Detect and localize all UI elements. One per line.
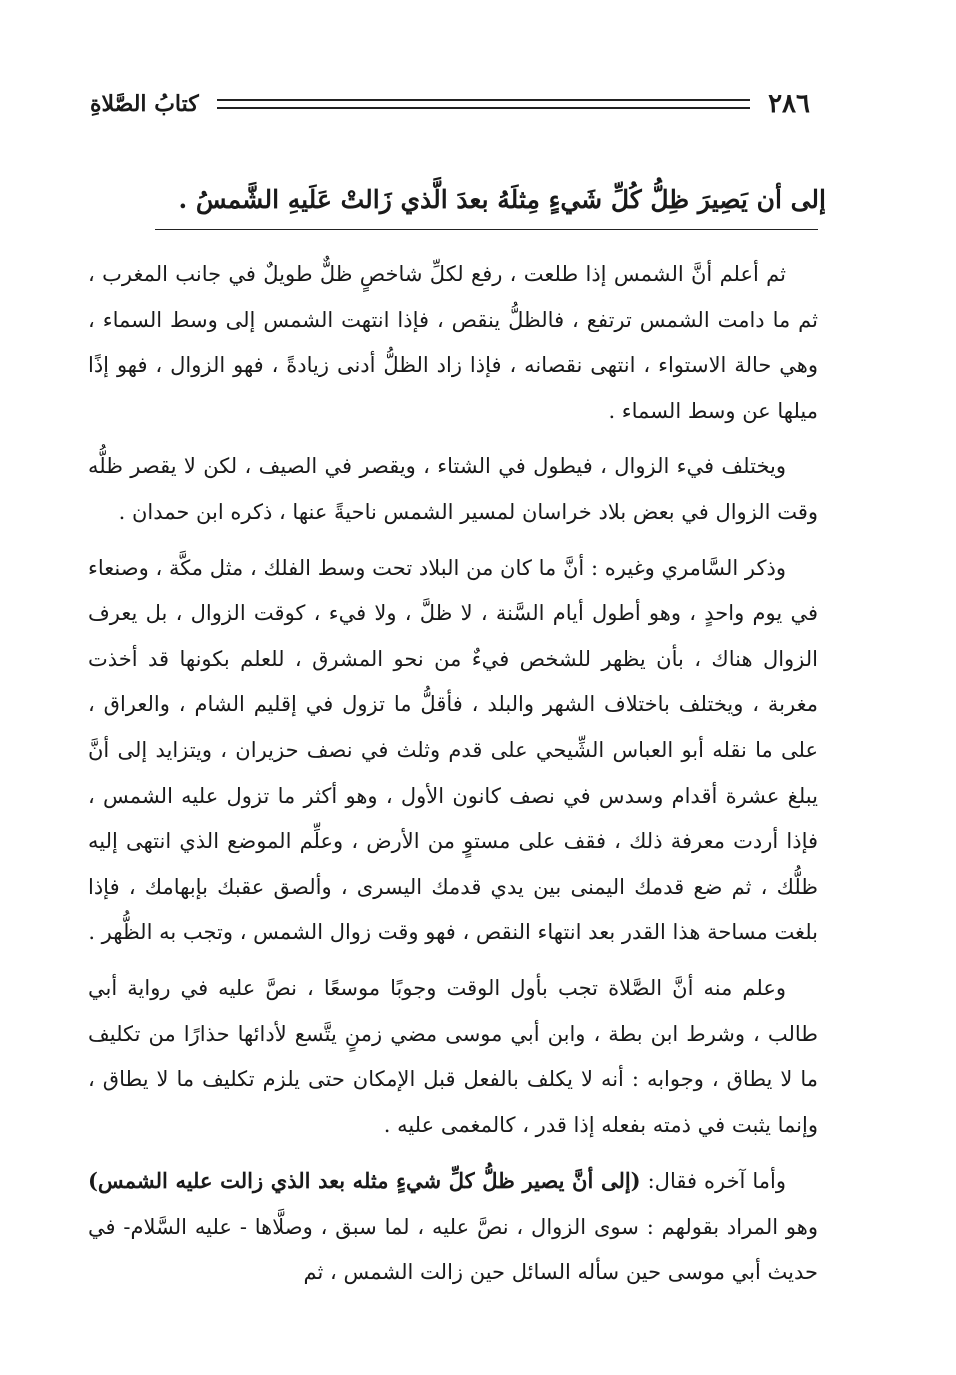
paragraph: ويختلف فيء الزوال ، فيطول في الشتاء ، ويقصر في الصيف ، لكن لا يقصر ظلُّه وقت الزوال في بعض بلاد خراسان لمسير الشمس ناحيةً عنها ، ذكره ابن حمدان .	[88, 454, 818, 524]
paragraph-last	[88, 1158, 818, 1296]
paragraph: وعلم منه أنَّ الصَّلاة تجب بأول الوقت وجوبًا موسعًا ، نصَّ عليه في رواية أبي طالب ، وشرط ابن بطة ، وابن أبي موسى مضي زمنٍ يتَّسع لأدائها حذارًا من تكليف ما لا يطاق ، وجوابه : أنه لا يكلف بالفعل قبل الإمكان حتى يلزم تكليف ما لا يطاق ، وإنما يثبت في ذمته بفعله إذا قدر ، كالمغمى عليه .	[88, 975, 818, 1137]
paragraph-rest: وهو المراد بقولهم : سوى الزوال ، نصَّ عليه ، لما سبق ، وصلَّاها - عليه السَّلام- في حديث أبي موسى حين سأله السائل حين زالت الشمس ، ثم	[88, 1214, 818, 1285]
matn-quote: (إلى أنَّ يصير ظلُّ كلِّ شيءٍ مثله بعد الذي زالت عليه الشمس)	[88, 1168, 641, 1194]
paragraph-intro: وأما آخره فقال:	[640, 1169, 787, 1194]
page-number: ٢٨٦	[768, 89, 810, 119]
matn-heading: إلى أن يَصِيرَ ظِلُّ كُلِّ شَيءٍ مِثلَهُ بعدَ الَّذي زَالتْ عَلَيهِ الشَّمسُ .	[178, 185, 826, 214]
page-header	[90, 84, 810, 124]
header-rule	[217, 99, 750, 109]
matn-underline	[155, 229, 818, 230]
running-title: كتابُ الصَّلاةِ	[90, 91, 199, 117]
commentary-body	[88, 252, 818, 1306]
paragraph: ثم أعلم أنَّ الشمس إذا طلعت ، رفع لكلِّ شاخصٍ ظلٌّ طويلٌ في جانب المغرب ، ثم ما دامت الشمس ترتفع ، فالظلُّ ينقص ، فإذا انتهت الشمس إلى وسط السماء ، وهي حالة الاستواء ، انتهى نقصانه ، فإذا زاد الظلُّ أدنى زيادةً ، فهو الزوال ، فهو إذًا ميلها عن وسط السماء .	[88, 262, 819, 423]
paragraph: وذكر السَّامري وغيره : أنَّ ما كان من البلاد تحت وسط الفلك ، مثل مكَّة ، وصنعاء في يوم واحدٍ ، وهو أطول أيام السَّنة ، لا ظلَّ ، ولا فيء ، كوقت الزوال ، بل يعرف الزوال هناك ، بأن يظهر للشخص فيءٌ من نحو المشرق ، للعلم بكونها قد أخذت مغربة ، ويختلف باختلاف الشهر والبلد ، فأقلُّ ما تزول في إقليم الشام ، والعراق ، على ما نقله أبو العباس الشِّيحي على قدم وثلث في نصف حزيران ، ويتزايد إلى أنَّ يبلغ عشرة أقدام وسدس في نصف كانون الأول ، وهو أكثر ما تزول عليه الشمس ، فإذا أردت معرفة ذلك ، فقف على مستوٍ من الأرض ، وعلِّم الموضع الذي انتهى إليه ظلُّك ، ثم ضع قدمك اليمنى بين يدي قدمك اليسرى ، وألصق عقبك بإبهامك ، فإذا بلغت مساحة هذا القدر بعد انتهاء النقص ، فهو وقت زوال الشمس ، وتجب به الظُّهر .	[88, 555, 818, 945]
